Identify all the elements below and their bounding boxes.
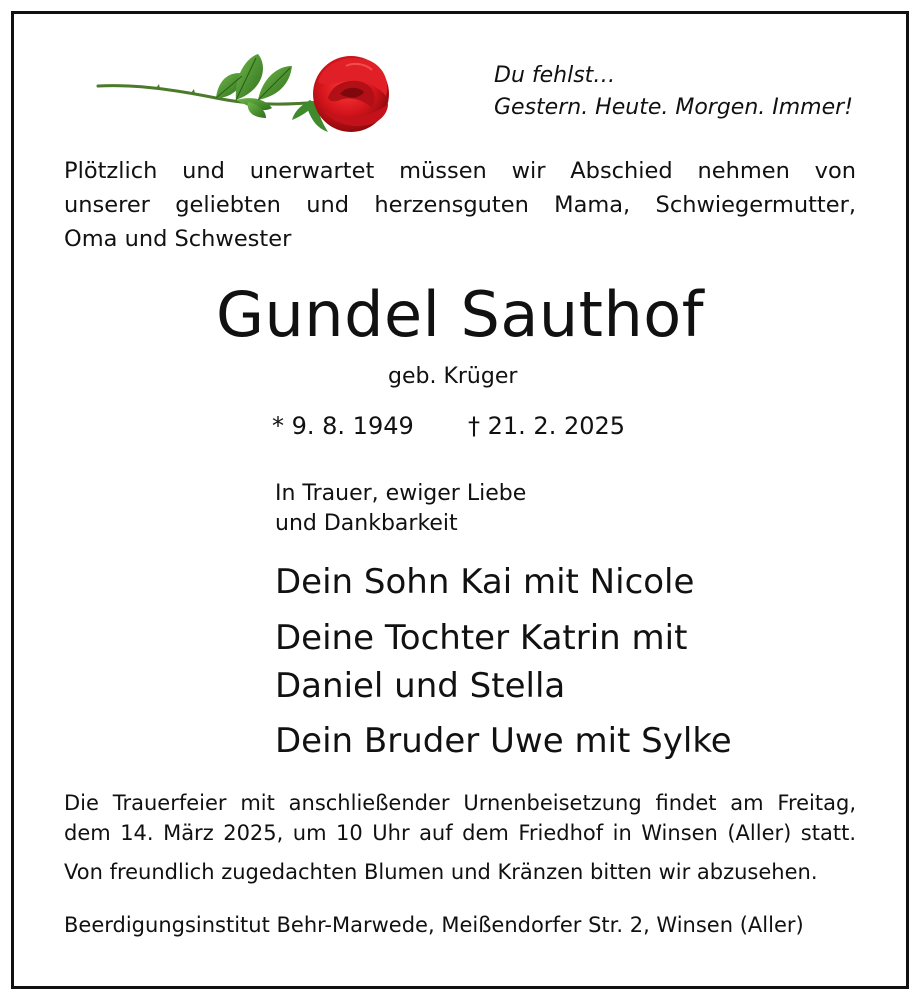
mourning-text <box>275 479 526 539</box>
family-daughter-line-1: Deine Tochter Katrin mit <box>275 618 688 658</box>
intro-line-2: unserer geliebten und herzensguten Mama, Schwiegermutter, <box>64 192 856 218</box>
mourning-line-1: In Trauer, ewiger Liebe <box>275 481 527 506</box>
ceremony-line-2: dem 14. März 2025, um 10 Uhr auf dem Friedhof in Winsen (Aller) statt. <box>64 821 856 845</box>
family-son: Dein Sohn Kai mit Nicole <box>275 562 695 602</box>
birth-date: * 9. 8. 1949 <box>272 412 414 440</box>
mourning-line-2: und Dankbarkeit <box>275 511 458 536</box>
rose-icon <box>96 36 396 136</box>
motto-line-2: Gestern. Heute. Morgen. Immer! <box>494 95 854 120</box>
ceremony-line-1: Die Trauerfeier mit anschließender Urnenbeisetzung findet am Freitag, <box>64 791 856 815</box>
motto <box>494 60 853 124</box>
birth-name: geb. Krüger <box>388 364 518 389</box>
motto-line-1: Du fehlst… <box>494 63 616 88</box>
deceased-name: Gundel Sauthof <box>215 278 705 351</box>
family-daughter <box>275 614 687 710</box>
flowers-notice: Von freundlich zugedachten Blumen und Kränzen bitten wir abzusehen. <box>64 860 818 884</box>
intro-text <box>64 154 856 256</box>
ceremony-notice <box>64 788 856 848</box>
death-date: † 21. 2. 2025 <box>468 412 626 440</box>
intro-line-1: Plötzlich und unerwartet müssen wir Abschied nehmen von <box>64 158 856 184</box>
undertaker-notice: Beerdigungsinstitut Behr-Marwede, Meißendorfer Str. 2, Winsen (Aller) <box>64 913 804 937</box>
family-brother: Dein Bruder Uwe mit Sylke <box>275 721 732 761</box>
family-daughter-line-2: Daniel und Stella <box>275 666 566 706</box>
intro-line-3: Oma und Schwester <box>64 226 292 252</box>
